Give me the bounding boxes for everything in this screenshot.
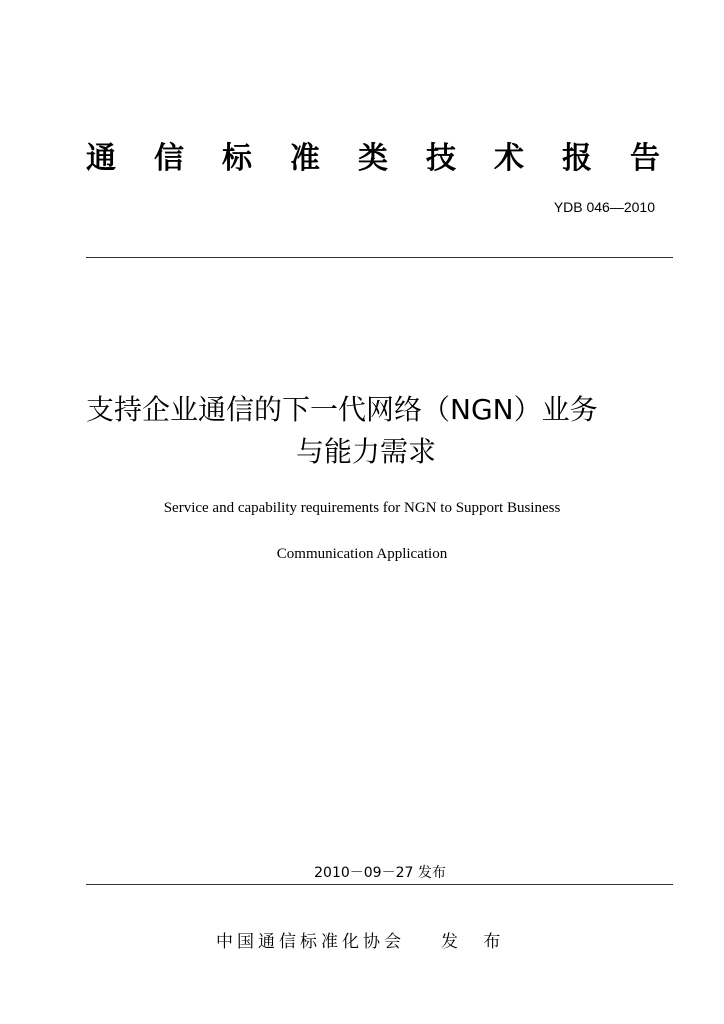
standard-number: YDB 046—2010 — [553, 199, 655, 215]
report-type-heading — [86, 140, 660, 178]
header-divider — [86, 257, 673, 258]
report-type-char: 类 — [358, 141, 388, 176]
report-type-char: 标 — [222, 141, 252, 176]
report-type-char: 技 — [426, 141, 456, 176]
report-type-char: 信 — [154, 141, 184, 176]
title-english-line-1: Service and capability requirements for NGN to Support Business — [163, 500, 561, 516]
title-chinese-line-2: 与能力需求 — [295, 435, 436, 468]
title-chinese-line-1: 支持企业通信的下一代网络（NGN）业务 — [86, 393, 598, 426]
report-type-char: 报 — [562, 141, 592, 176]
publisher-name: 中国通信标准化协会 — [216, 932, 405, 952]
report-type-char: 通 — [86, 141, 116, 176]
report-type-char: 术 — [494, 141, 524, 176]
report-type-char: 告 — [630, 141, 660, 176]
footer-divider — [86, 884, 673, 885]
title-chinese-line-2-wrapper — [0, 434, 724, 470]
report-type-char: 准 — [290, 141, 320, 176]
publish-label: 发 布 — [441, 932, 511, 952]
title-english-line-2: Communication Application — [276, 546, 448, 562]
release-date: 2010－09－27 发布 — [314, 865, 446, 881]
publisher-line — [216, 930, 510, 954]
